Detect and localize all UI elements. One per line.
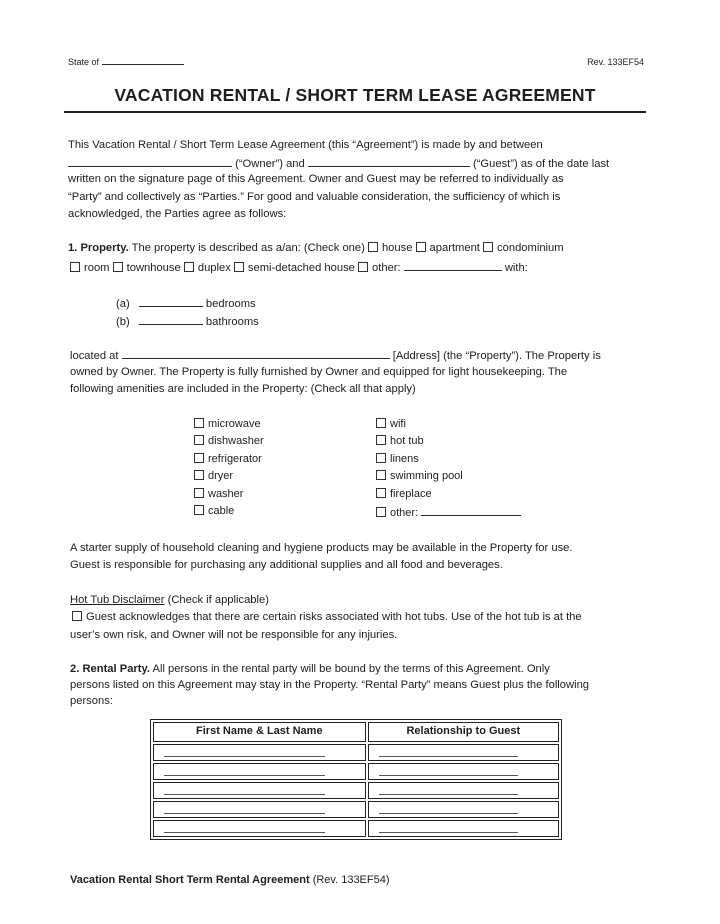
relationship-cell[interactable] xyxy=(368,763,559,780)
condominium-label: condominium xyxy=(497,242,564,254)
intro-line-1: This Vacation Rental / Short Term Lease Agreement (this “Agreement”) is made by and between xyxy=(68,139,543,151)
wifi-label: wifi xyxy=(390,418,406,430)
rental-party-line-2: persons listed on this Agreement may stay in the Property. “Rental Party” means Guest plus the following xyxy=(70,679,590,691)
property-heading: 1. Property. xyxy=(68,242,129,254)
house-checkbox[interactable] xyxy=(368,242,378,252)
room-label: room xyxy=(84,262,110,274)
hot-tub-label: hot tub xyxy=(390,435,424,447)
intro-line-4: “Party” and collectively as “Parties.” For good and valuable consideration, the sufficiency of which is xyxy=(68,191,561,203)
intro-line-5: acknowledged, the Parties agree as follows: xyxy=(68,208,287,220)
hot-tub-heading-line xyxy=(70,592,269,610)
other-type-blank[interactable] xyxy=(404,258,502,271)
page-footer xyxy=(70,872,390,890)
hot-tub-checkbox[interactable] xyxy=(376,435,386,445)
property-line-2 xyxy=(70,258,528,278)
located-at-label: located at xyxy=(70,350,119,362)
semi-detached-checkbox[interactable] xyxy=(234,262,244,272)
bathrooms-label: bathrooms xyxy=(205,316,259,328)
footer-title: Vacation Rental Short Term Rental Agreement xyxy=(70,874,310,886)
bedrooms-row xyxy=(116,294,256,314)
refrigerator-checkbox[interactable] xyxy=(194,453,204,463)
rental-party-line-3: persons: xyxy=(70,695,113,707)
washer-checkbox[interactable] xyxy=(194,488,204,498)
other-type-checkbox[interactable] xyxy=(358,262,368,272)
address-label: [Address] (the “Property”). The Property is xyxy=(392,350,601,362)
bathrooms-blank[interactable] xyxy=(139,312,203,325)
supplies-line-2: Guest is responsible for purchasing any additional supplies and all food and beverages. xyxy=(70,559,503,571)
name-cell[interactable] xyxy=(153,820,366,837)
state-label: State of xyxy=(68,57,100,67)
guest-label: (“Guest”) as of the date last xyxy=(472,158,610,170)
amenity-hot-tub xyxy=(376,433,424,451)
other-amenity-blank[interactable] xyxy=(421,503,521,516)
fireplace-label: fireplace xyxy=(390,488,432,500)
state-field xyxy=(68,54,184,72)
microwave-checkbox[interactable] xyxy=(194,418,204,428)
footer-revision: (Rev. 133EF54) xyxy=(312,874,390,886)
relationship-cell[interactable] xyxy=(368,801,559,818)
name-cell[interactable] xyxy=(153,744,366,761)
title-rule xyxy=(64,111,646,113)
bedrooms-label: bedrooms xyxy=(205,298,256,310)
relationship-cell[interactable] xyxy=(368,820,559,837)
hot-tub-heading: Hot Tub Disclaimer xyxy=(70,594,165,606)
dryer-label: dryer xyxy=(208,470,234,482)
amenity-wifi xyxy=(376,416,406,434)
hot-tub-line-2: user’s own risk, and Owner will not be responsible for any injuries. xyxy=(70,629,398,641)
table-row xyxy=(153,744,559,761)
hot-tub-line-1 xyxy=(72,609,582,627)
amenity-linens xyxy=(376,451,419,469)
apartment-label: apartment xyxy=(429,242,480,254)
bathrooms-letter: (b) xyxy=(116,316,130,328)
house-label: house xyxy=(381,242,413,254)
refrigerator-label: refrigerator xyxy=(208,453,262,465)
hot-tub-note: (Check if applicable) xyxy=(167,594,269,606)
supplies-line-1: A starter supply of household cleaning and hygiene products may be available in the Property for use. xyxy=(70,542,573,554)
amenity-microwave xyxy=(194,416,261,434)
townhouse-checkbox[interactable] xyxy=(113,262,123,272)
bathrooms-row xyxy=(116,312,259,332)
swimming-pool-label: swimming pool xyxy=(390,470,463,482)
relationship-column-header: Relationship to Guest xyxy=(368,722,559,742)
duplex-checkbox[interactable] xyxy=(184,262,194,272)
table-header-row xyxy=(153,722,559,742)
relationship-cell[interactable] xyxy=(368,782,559,799)
linens-checkbox[interactable] xyxy=(376,453,386,463)
dryer-checkbox[interactable] xyxy=(194,470,204,480)
state-blank[interactable] xyxy=(102,56,184,65)
condominium-checkbox[interactable] xyxy=(483,242,493,252)
document-title: VACATION RENTAL / SHORT TERM LEASE AGREEMENT xyxy=(114,85,596,105)
townhouse-label: townhouse xyxy=(126,262,181,274)
apartment-checkbox[interactable] xyxy=(416,242,426,252)
table-row xyxy=(153,801,559,818)
name-cell[interactable] xyxy=(153,763,366,780)
fireplace-checkbox[interactable] xyxy=(376,488,386,498)
amenity-other xyxy=(376,503,521,523)
intro-line-3: written on the signature page of this Agreement. Owner and Guest may be referred to individually as xyxy=(68,173,564,185)
bedrooms-letter: (a) xyxy=(116,298,130,310)
cable-checkbox[interactable] xyxy=(194,505,204,515)
dishwasher-label: dishwasher xyxy=(208,435,264,447)
swimming-pool-checkbox[interactable] xyxy=(376,470,386,480)
owner-label: (“Owner”) and xyxy=(235,158,305,170)
duplex-label: duplex xyxy=(197,262,231,274)
amenity-swimming-pool xyxy=(376,468,463,486)
with-label: with: xyxy=(504,262,528,274)
other-type-label: other: xyxy=(372,262,401,274)
name-column-header: First Name & Last Name xyxy=(153,722,366,742)
rental-party-heading: 2. Rental Party. xyxy=(70,663,150,675)
guest-name-blank[interactable] xyxy=(308,154,470,167)
relationship-cell[interactable] xyxy=(368,744,559,761)
other-amenity-label: other: xyxy=(390,507,419,519)
semi-detached-label: semi-detached house xyxy=(247,262,355,274)
amenity-cable xyxy=(194,503,234,521)
name-cell[interactable] xyxy=(153,801,366,818)
microwave-label: microwave xyxy=(208,418,261,430)
hot-tub-disclaimer-text: Guest acknowledges that there are certain risks associated with hot tubs. Use of the hot tub is at the xyxy=(86,611,582,623)
bedrooms-blank[interactable] xyxy=(139,294,203,307)
rental-party-table xyxy=(150,719,562,840)
amenity-dryer xyxy=(194,468,233,486)
address-line xyxy=(70,346,601,366)
amenity-fireplace xyxy=(376,486,432,504)
revision-code: Rev. 133EF54 xyxy=(587,57,644,67)
table-row xyxy=(153,763,559,780)
linens-label: linens xyxy=(390,453,419,465)
address-blank[interactable] xyxy=(122,346,390,359)
washer-label: washer xyxy=(208,488,244,500)
cable-label: cable xyxy=(208,505,235,517)
dishwasher-checkbox[interactable] xyxy=(194,435,204,445)
table-row xyxy=(153,782,559,799)
table-row xyxy=(153,820,559,837)
room-checkbox[interactable] xyxy=(70,262,80,272)
amenities-intro: following amenities are included in the Property: (Check all that apply) xyxy=(70,383,416,395)
property-type-prompt: The property is described as a/an: (Check one) xyxy=(131,242,365,254)
rental-party-text: All persons in the rental party will be bound by the terms of this Agreement. Only xyxy=(152,663,550,675)
name-cell[interactable] xyxy=(153,782,366,799)
amenity-refrigerator xyxy=(194,451,262,469)
hot-tub-disclaimer-checkbox[interactable] xyxy=(72,611,82,621)
other-amenity-checkbox[interactable] xyxy=(376,507,386,517)
furnished-line: owned by Owner. The Property is fully furnished by Owner and equipped for light housekeeping. The xyxy=(70,366,568,378)
rental-party-line-1 xyxy=(70,661,550,679)
amenity-washer xyxy=(194,486,243,504)
amenity-dishwasher xyxy=(194,433,264,451)
wifi-checkbox[interactable] xyxy=(376,418,386,428)
owner-name-blank[interactable] xyxy=(68,154,232,167)
property-line-1 xyxy=(68,240,564,258)
